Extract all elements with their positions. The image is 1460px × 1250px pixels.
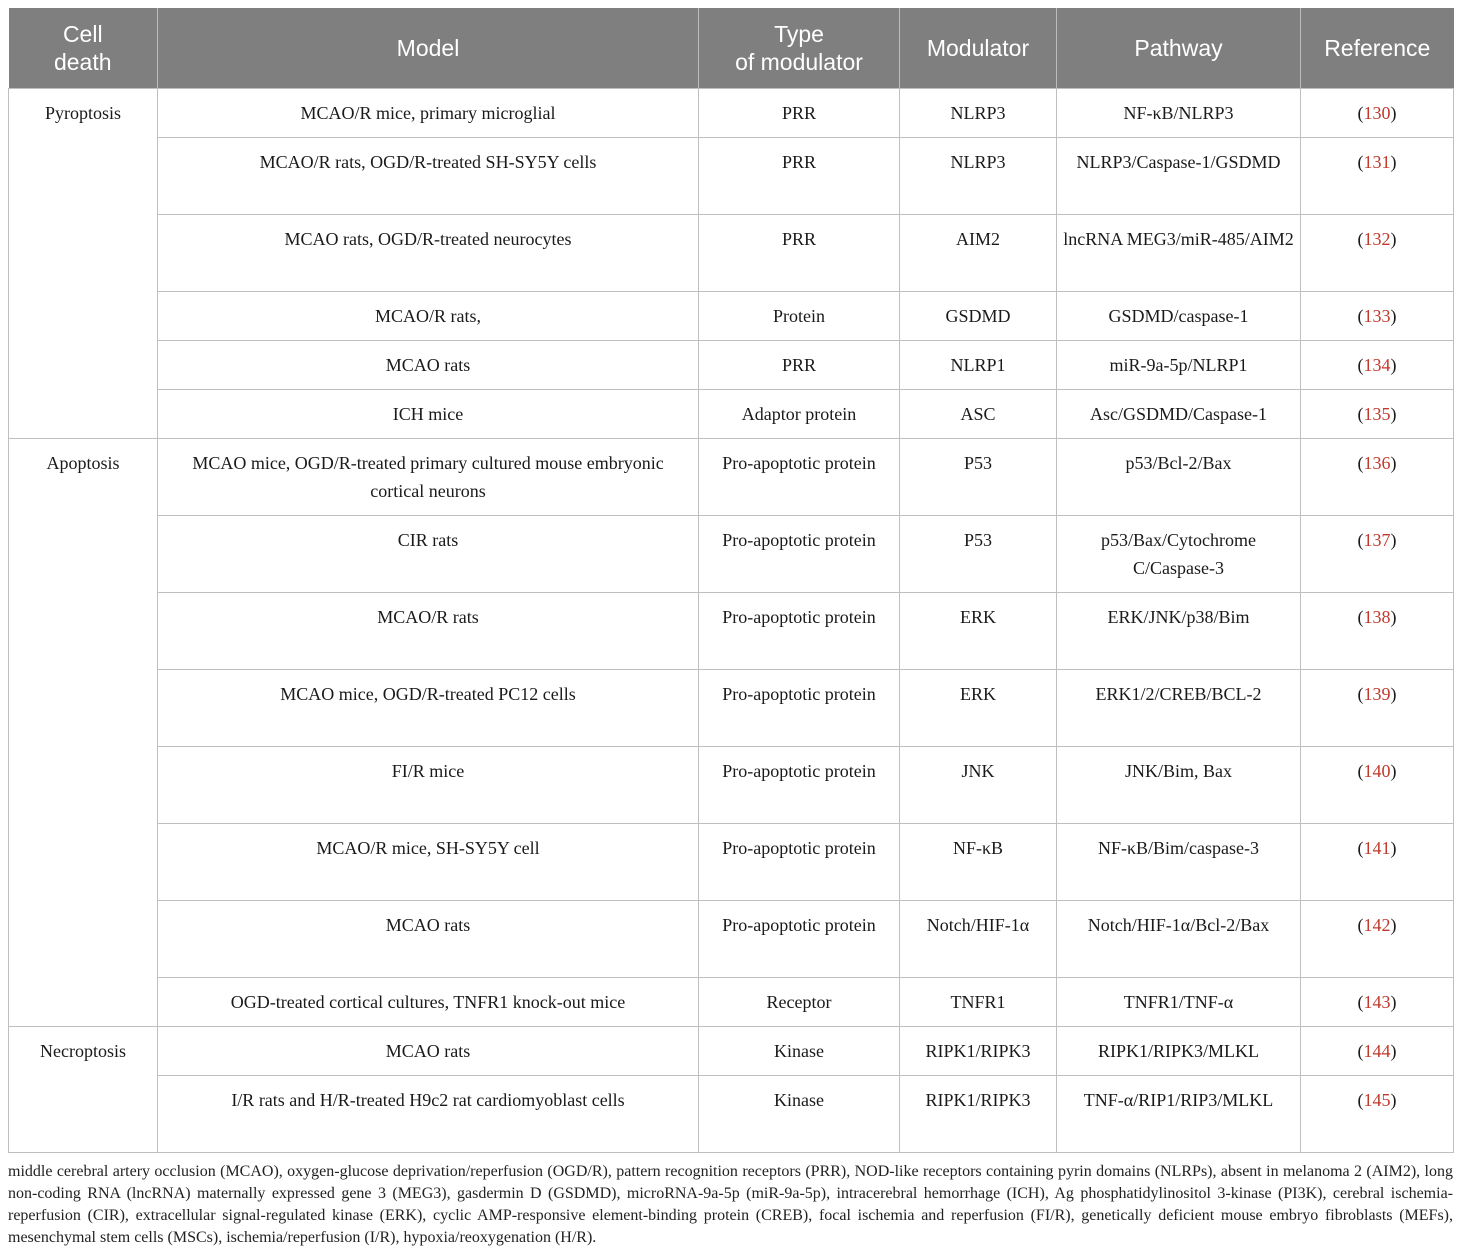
pathway-cell: lncRNA MEG3/miR-485/AIM2 [1057,215,1301,292]
type-cell: Receptor [699,978,900,1027]
table-footnote: middle cerebral artery occlusion (MCAO), oxygen-glucose deprivation/reperfusion (OGD/R), pattern recognition receptors (PRR), NOD-like receptors containing pyrin domains (NLRPs), absent in melanoma 2 (AIM2), long non-coding RNA (lncRNA) maternally expressed gene 3 (MEG3), gasdermin D (GSDMD), microRNA-9a-5p (miR-9a-5p), intracerebral hemorrhage (ICH), Ag phosphatidylinositol 3-kinase (PI3K), cerebral ischemia-reperfusion (CIR), extracellular signal-regulated kinase (ERK), cyclic AMP-responsive element-binding protein (CREB), focal ischemia and reperfusion (FI/R), genetically deficient mouse embryo fibroblasts (MEFs), mesenchymal stem cells (MSCs), ischemia/reperfusion (I/R), hypoxia/reoxygenation (H/R). [8,1163,1453,1246]
modulator-cell: ERK [900,670,1057,747]
header-type-of-modulator [699,8,900,89]
modulator-cell: NLRP3 [900,89,1057,138]
pathway-cell: GSDMD/caspase-1 [1057,292,1301,341]
modulator-cell: ASC [900,390,1057,439]
type-cell: Pro-apoptotic protein [699,824,900,901]
table-row [9,978,1454,1027]
modulator-cell: RIPK1/RIPK3 [900,1076,1057,1153]
header-cell-death-line2: death [53,49,112,75]
header-type-line2: of modulator [735,49,863,75]
pathway-cell: miR-9a-5p/NLRP1 [1057,341,1301,390]
table-row [9,292,1454,341]
model-cell: CIR rats [158,516,699,593]
table-container [8,8,1453,1249]
header-type-line1: Type [774,21,824,47]
table-row [9,593,1454,670]
reference-cell: (145) [1301,1076,1454,1153]
table-body [9,89,1454,1153]
pathway-cell: Notch/HIF-1α/Bcl-2/Bax [1057,901,1301,978]
pathway-cell: RIPK1/RIPK3/MLKL [1057,1027,1301,1076]
model-cell: OGD-treated cortical cultures, TNFR1 knock-out mice [158,978,699,1027]
reference-link[interactable]: 131 [1363,152,1391,172]
model-cell: MCAO mice, OGD/R-treated primary cultured mouse embryonic cortical neurons [158,439,699,516]
cell-death-table [8,8,1454,1153]
reference-cell: (139) [1301,670,1454,747]
modulator-cell: RIPK1/RIPK3 [900,1027,1057,1076]
model-cell: MCAO rats [158,1027,699,1076]
reference-link[interactable]: 145 [1363,1090,1391,1110]
pathway-cell: NF-κB/NLRP3 [1057,89,1301,138]
pathway-cell: ERK/JNK/p38/Bim [1057,593,1301,670]
reference-cell: (144) [1301,1027,1454,1076]
reference-link[interactable]: 130 [1363,103,1391,123]
table-row [9,138,1454,215]
model-cell: MCAO rats [158,341,699,390]
table-row [9,390,1454,439]
reference-cell: (140) [1301,747,1454,824]
table-row [9,901,1454,978]
reference-cell: (130) [1301,89,1454,138]
header-model: Model [158,8,699,89]
type-cell: Pro-apoptotic protein [699,670,900,747]
cell-death-category: Pyroptosis [9,89,158,439]
model-cell: MCAO mice, OGD/R-treated PC12 cells [158,670,699,747]
table-row [9,439,1454,516]
table-row [9,215,1454,292]
modulator-cell: P53 [900,516,1057,593]
reference-link[interactable]: 138 [1363,607,1391,627]
modulator-cell: P53 [900,439,1057,516]
reference-cell: (135) [1301,390,1454,439]
reference-cell: (136) [1301,439,1454,516]
reference-cell: (134) [1301,341,1454,390]
reference-link[interactable]: 142 [1363,915,1391,935]
reference-link[interactable]: 132 [1363,229,1391,249]
type-cell: Protein [699,292,900,341]
type-cell: Kinase [699,1076,900,1153]
pathway-cell: p53/Bcl-2/Bax [1057,439,1301,516]
modulator-cell: TNFR1 [900,978,1057,1027]
modulator-cell: NF-κB [900,824,1057,901]
model-cell: MCAO/R mice, SH-SY5Y cell [158,824,699,901]
type-cell: Pro-apoptotic protein [699,593,900,670]
type-cell: Pro-apoptotic protein [699,901,900,978]
type-cell: Pro-apoptotic protein [699,516,900,593]
header-modulator: Modulator [900,8,1057,89]
table-row [9,824,1454,901]
reference-cell: (142) [1301,901,1454,978]
reference-cell: (132) [1301,215,1454,292]
pathway-cell: ERK1/2/CREB/BCL-2 [1057,670,1301,747]
modulator-cell: AIM2 [900,215,1057,292]
reference-link[interactable]: 137 [1363,530,1391,550]
reference-cell: (137) [1301,516,1454,593]
pathway-cell: JNK/Bim, Bax [1057,747,1301,824]
modulator-cell: ERK [900,593,1057,670]
pathway-cell: NF-κB/Bim/caspase-3 [1057,824,1301,901]
reference-cell: (143) [1301,978,1454,1027]
model-cell: MCAO rats [158,901,699,978]
table-header-row [9,8,1454,89]
pathway-cell: Asc/GSDMD/Caspase-1 [1057,390,1301,439]
model-cell: MCAO/R rats, OGD/R-treated SH-SY5Y cells [158,138,699,215]
model-cell: MCAO/R rats, [158,292,699,341]
header-cell-death-line1: Cell [62,21,103,47]
table-row [9,1027,1454,1076]
reference-link[interactable]: 135 [1363,404,1391,424]
type-cell: Pro-apoptotic protein [699,747,900,824]
header-reference: Reference [1301,8,1454,89]
reference-link[interactable]: 143 [1363,992,1391,1012]
modulator-cell: Notch/HIF-1α [900,901,1057,978]
header-pathway: Pathway [1057,8,1301,89]
reference-link[interactable]: 134 [1363,355,1391,375]
model-cell: FI/R mice [158,747,699,824]
table-row [9,341,1454,390]
table-row [9,670,1454,747]
type-cell: PRR [699,341,900,390]
table-row [9,1076,1454,1153]
modulator-cell: GSDMD [900,292,1057,341]
cell-death-category: Necroptosis [9,1027,158,1153]
reference-cell: (138) [1301,593,1454,670]
type-cell: Kinase [699,1027,900,1076]
reference-link[interactable]: 144 [1363,1041,1391,1061]
model-cell: I/R rats and H/R-treated H9c2 rat cardiomyoblast cells [158,1076,699,1153]
reference-link[interactable]: 133 [1363,306,1391,326]
cell-death-category: Apoptosis [9,439,158,1027]
model-cell: ICH mice [158,390,699,439]
reference-cell: (133) [1301,292,1454,341]
pathway-cell: TNF-α/RIP1/RIP3/MLKL [1057,1076,1301,1153]
table-row [9,516,1454,593]
reference-link[interactable]: 141 [1363,838,1391,858]
pathway-cell: p53/Bax/Cytochrome C/Caspase-3 [1057,516,1301,593]
reference-cell: (141) [1301,824,1454,901]
header-cell-death [9,8,158,89]
reference-link[interactable]: 139 [1363,684,1391,704]
table-row [9,747,1454,824]
modulator-cell: NLRP3 [900,138,1057,215]
model-cell: MCAO rats, OGD/R-treated neurocytes [158,215,699,292]
type-cell: PRR [699,138,900,215]
modulator-cell: JNK [900,747,1057,824]
type-cell: PRR [699,89,900,138]
type-cell: Pro-apoptotic protein [699,439,900,516]
pathway-cell: TNFR1/TNF-α [1057,978,1301,1027]
type-cell: Adaptor protein [699,390,900,439]
table-row [9,89,1454,138]
reference-link[interactable]: 140 [1363,761,1391,781]
reference-link[interactable]: 136 [1363,453,1391,473]
reference-cell: (131) [1301,138,1454,215]
type-cell: PRR [699,215,900,292]
model-cell: MCAO/R rats [158,593,699,670]
pathway-cell: NLRP3/Caspase-1/GSDMD [1057,138,1301,215]
modulator-cell: NLRP1 [900,341,1057,390]
model-cell: MCAO/R mice, primary microglial [158,89,699,138]
